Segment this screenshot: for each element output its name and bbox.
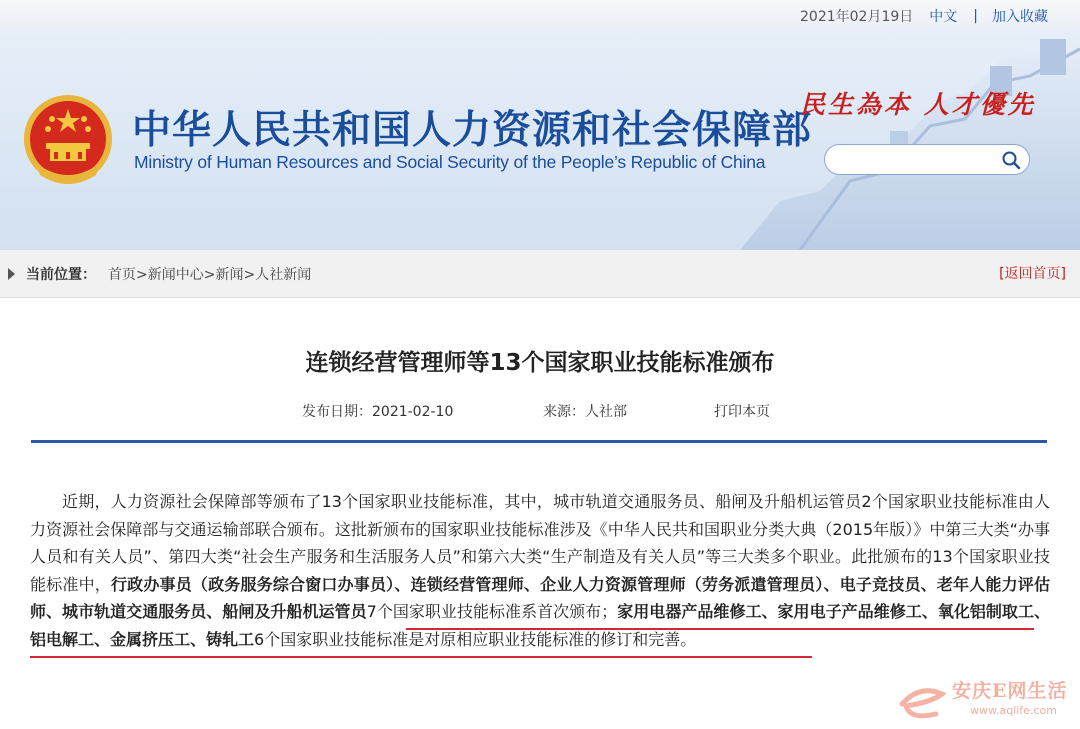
publish-date	[302, 401, 453, 421]
breadcrumb-news[interactable]: 新闻	[215, 267, 244, 283]
search-box[interactable]	[824, 144, 1030, 175]
watermark-logo	[892, 672, 1078, 728]
search-input[interactable]	[837, 150, 997, 170]
publish-date-label: 发布日期：	[302, 404, 372, 420]
paragraph-text-mid: 7个国家职业技能标准系首次颁布；	[366, 602, 618, 621]
highlight-revised-standards: 家用电器产品维修工、家用电子产品维修工、氧化铝制取工、铝电解工、金属挤压工、铸轧工	[30, 602, 1050, 649]
breadcrumb-news-center[interactable]: 新闻中心	[147, 267, 204, 283]
return-home-link[interactable]: [返回首页]	[999, 266, 1066, 282]
ministry-title-cn: 中华人民共和国人力资源和社会保障部	[132, 108, 813, 153]
red-underline	[406, 628, 1034, 630]
breadcrumb-home[interactable]: 首页	[108, 267, 136, 283]
breadcrumb	[0, 250, 1080, 298]
breadcrumb-hr-news[interactable]: 人社新闻	[255, 267, 312, 283]
watermark-url: www.aqlife.com	[970, 704, 1057, 717]
source-label: 来源：	[543, 404, 585, 420]
source-value: 人社部	[585, 404, 627, 420]
ministry-title-en: Ministry of Human Resources and Social Security of the People’s Republic of China	[134, 152, 766, 172]
paragraph-text: 近期，人力资源社会保障部等颁布了13个国家职业技能标准，其中，城市轨道交通服务员、船闸及升船机运管员2个国家职业技能标准由人力资源社会保障部与交通运输部联合颁布。这批新颁布的国家职业技能标准涉及《中华人民共和国职业分类大典（2015年版）》中第三大类“办事人员和有关人员”、第四大类“社会生产服务和生活服务人员”和第六大类“生产制造及有关人员”等三大类多个职业。此批颁布的13个国家职业技能标准中，	[30, 492, 1050, 594]
red-underline	[30, 656, 812, 658]
site-header-banner	[0, 31, 1080, 250]
top-separator: |	[973, 8, 978, 24]
add-bookmark-link[interactable]: 加入收藏	[992, 9, 1048, 25]
highlight-new-standards: 行政办事员（政务服务综合窗口办事员）、连锁经营管理师、企业人力资源管理师（劳务派遣管理员）、电子竞技员、老年人能力评估师、城市轨道交通服务员、船闸及升船机运管员	[30, 574, 1050, 621]
top-utility-links	[800, 6, 1048, 26]
title-divider	[31, 440, 1047, 443]
publish-date-value: 2021-02-10	[372, 404, 454, 420]
slogan-calligraphy: 民生為本 人才優先	[800, 90, 1036, 119]
breadcrumb-path: 首页>新闻中心>新闻>人社新闻	[108, 267, 312, 283]
print-page-link[interactable]: 打印本页	[714, 404, 770, 420]
article-source	[543, 401, 627, 421]
paragraph-text-end: 6个国家职业技能标准是对原相应职业技能标准的修订和完善。	[254, 629, 697, 649]
article-title: 连锁经营管理师等13个国家职业技能标准颁布	[305, 350, 775, 376]
language-link[interactable]: 中文	[929, 9, 958, 25]
breadcrumb-label: 当前位置：	[26, 267, 96, 283]
breadcrumb-arrow-icon	[8, 268, 15, 280]
top-utility-bar	[0, 0, 1080, 31]
search-icon[interactable]	[1001, 150, 1021, 170]
current-date: 2021年02月19日	[800, 9, 914, 25]
national-emblem-icon	[22, 89, 114, 189]
article-container	[0, 298, 1080, 729]
watermark-text: 安庆E网生活	[952, 680, 1068, 702]
